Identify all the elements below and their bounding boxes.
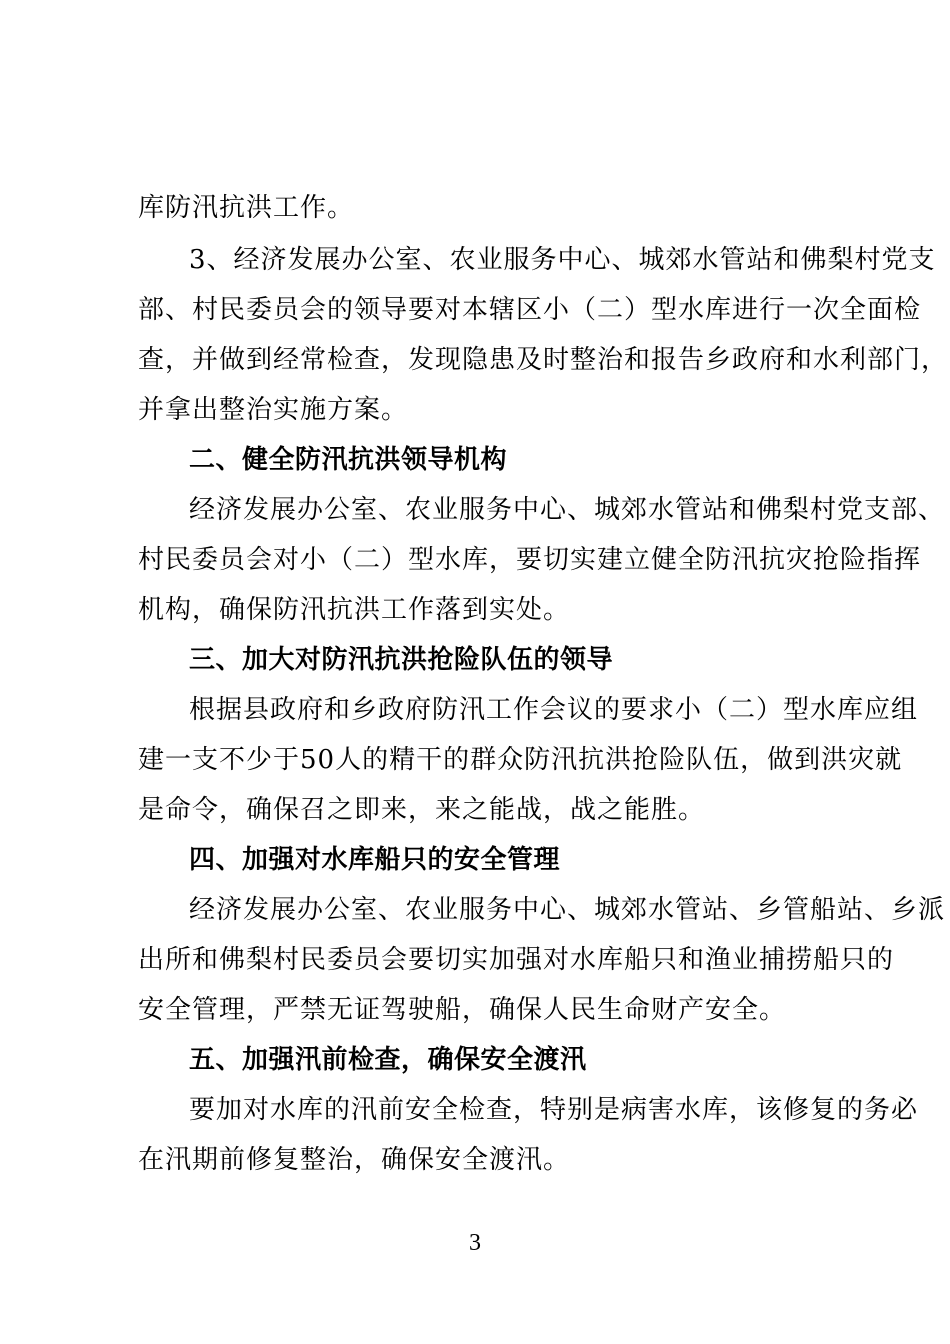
text-line: 安全管理，严禁无证驾驶船，确保人民生命财产安全。: [138, 995, 787, 1025]
page-number: 3: [469, 1230, 481, 1256]
text-line: 要加对水库的汛前安全检查，特别是病害水库，该修复的务必: [189, 1095, 919, 1125]
text-line: 并拿出整治实施方案。: [138, 395, 409, 425]
section-heading: 四、加强对水库船只的安全管理: [189, 845, 561, 875]
section-heading: 二、健全防汛抗洪领导机构: [189, 445, 508, 475]
text-line: 3、经济发展办公室、农业服务中心、城郊水管站和佛梨村党支: [189, 245, 936, 275]
text-line: 村民委员会对小（二）型水库，要切实建立健全防汛抗灾抢险指挥: [138, 545, 922, 575]
text-line: 机构，确保防汛抗洪工作落到实处。: [138, 595, 571, 625]
text-line: 库防汛抗洪工作。: [138, 193, 355, 223]
text-line: 经济发展办公室、农业服务中心、城郊水管站和佛梨村党支部、: [189, 495, 946, 525]
text-line: 出所和佛梨村民委员会要切实加强对水库船只和渔业捕捞船只的: [138, 945, 895, 975]
text-line: 查，并做到经常检查，发现隐患及时整治和报告乡政府和水利部门，: [138, 345, 949, 375]
text-line: 经济发展办公室、农业服务中心、城郊水管站、乡管船站、乡派: [189, 895, 946, 925]
text-line: 是命令，确保召之即来，来之能战，战之能胜。: [138, 795, 706, 825]
text-line: 部、村民委员会的领导要对本辖区小（二）型水库进行一次全面检: [138, 295, 922, 325]
section-heading: 三、加大对防汛抗洪抢险队伍的领导: [189, 645, 614, 675]
text-line: 在汛期前修复整治，确保安全渡汛。: [138, 1145, 571, 1175]
text-line: 根据县政府和乡政府防汛工作会议的要求小（二）型水库应组: [189, 695, 919, 725]
text-line: 建一支不少于50人的精干的群众防汛抗洪抢险队伍，做到洪灾就: [138, 745, 903, 775]
section-heading: 五、加强汛前检查，确保安全渡汛: [189, 1045, 587, 1075]
